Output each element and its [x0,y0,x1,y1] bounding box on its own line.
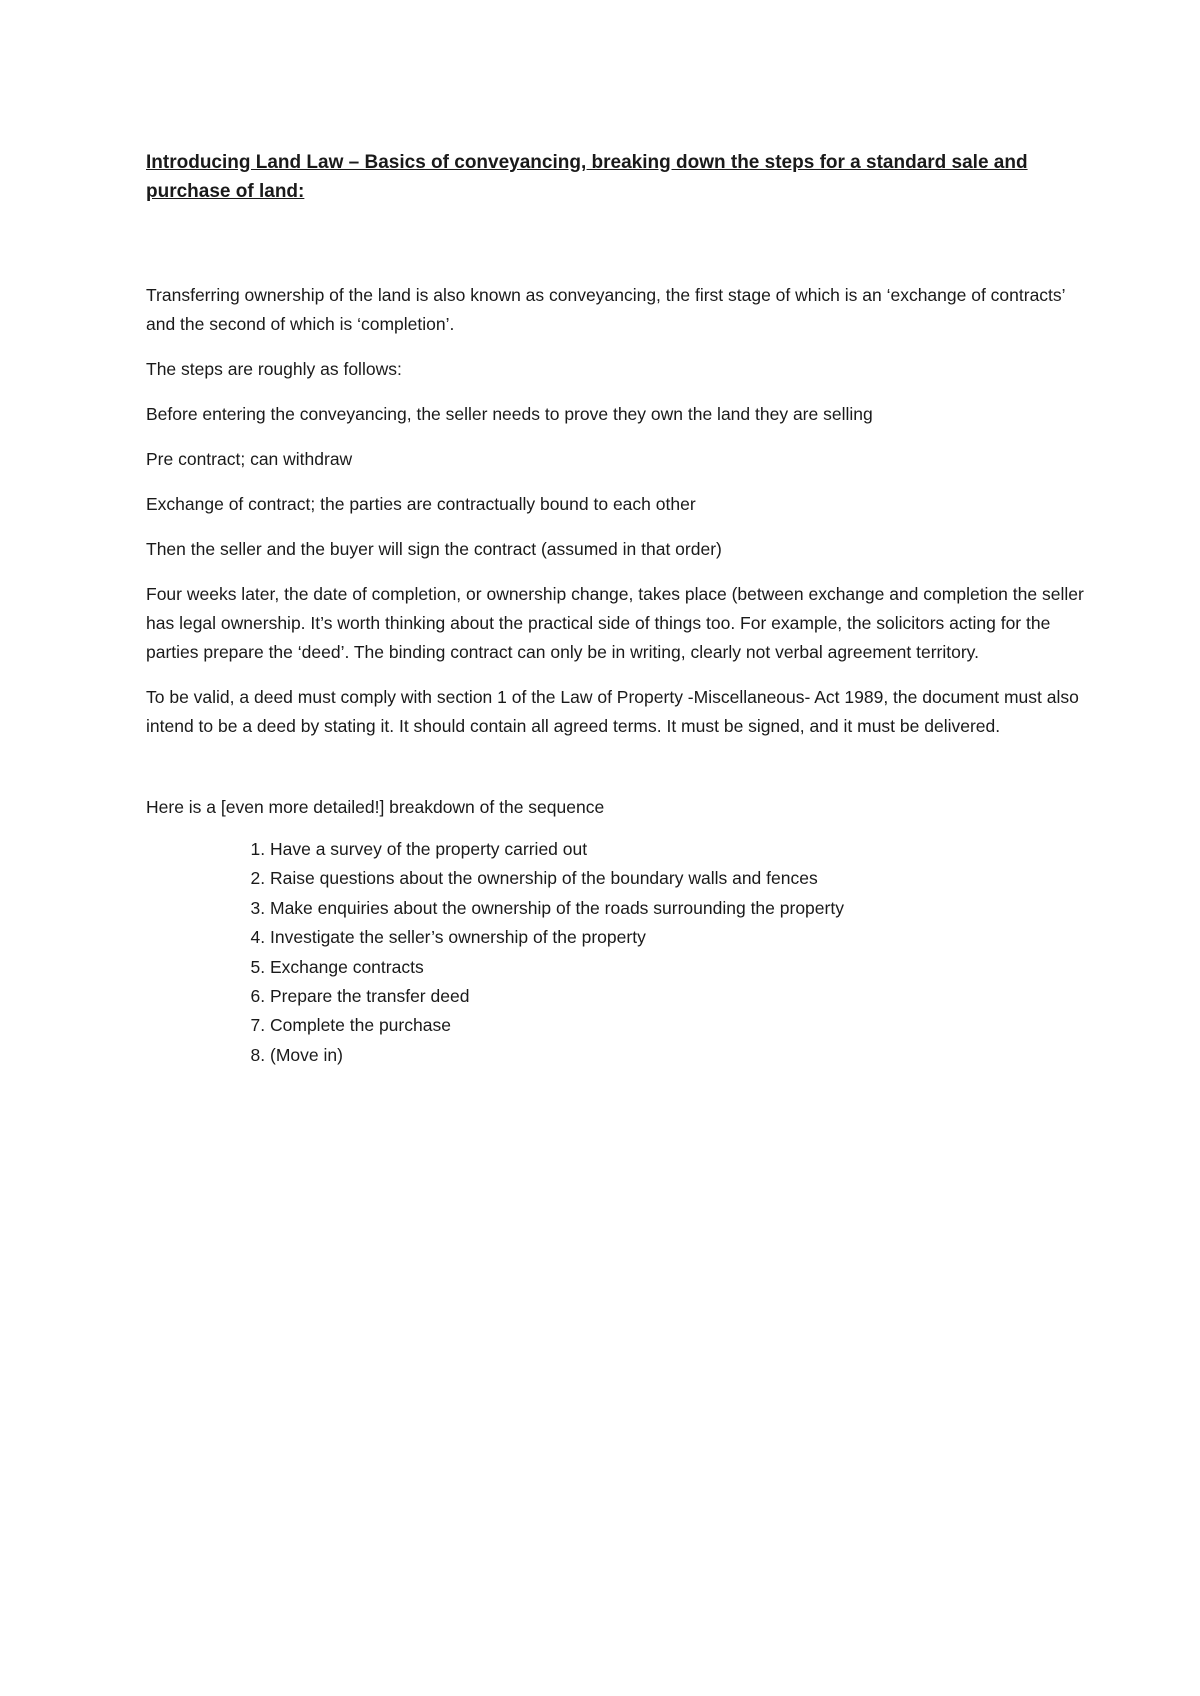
list-item: 1. Have a survey of the property carried out [270,835,1086,864]
list-item: 7. Complete the purchase [270,1011,1086,1040]
list-item: 2. Raise questions about the ownership of the boundary walls and fences [270,864,1086,893]
list-item: 6. Prepare the transfer deed [270,982,1086,1011]
paragraph-steps-heading: The steps are roughly as follows: [146,359,402,379]
list-item: 4. Investigate the seller’s ownership of the property [270,923,1086,952]
paragraph-exchange-of-contract: Exchange of contract; the parties are contractually bound to each other [146,494,696,514]
sequence-list [146,835,1086,1070]
paragraph-deed-validity: To be valid, a deed must comply with section 1 of the Law of Property -Miscellaneous- Act 1989, the document must also intend to be a deed by stating it. It should contain all agreed terms. It must be signed, and it must be delivered. [146,687,1079,736]
paragraph-signing: Then the seller and the buyer will sign the contract (assumed in that order) [146,539,722,559]
paragraph-pre-contract: Pre contract; can withdraw [146,449,353,469]
paragraph-before-conveyancing: Before entering the conveyancing, the seller needs to prove they own the land they are selling [146,404,873,424]
document-body [146,148,1086,1070]
list-item: 3. Make enquiries about the ownership of the roads surrounding the property [270,894,1086,923]
list-item: 5. Exchange contracts [270,953,1086,982]
paragraph-completion: Four weeks later, the date of completion, or ownership change, takes place (between exchange and completion the seller has legal ownership. It’s worth thinking about the practical side of things too. For example, the solicitors acting for the parties prepare the ‘deed’. The binding contract can only be in writing, clearly not verbal agreement territory. [146,584,1084,662]
sequence-intro: Here is a [even more detailed!] breakdown of the sequence [146,797,605,817]
list-item: 8. (Move in) [270,1041,1086,1070]
paragraph-conveyancing-definition: Transferring ownership of the land is also known as conveyancing, the first stage of which is an ‘exchange of contracts’ and the second of which is ‘completion’. [146,285,1065,334]
document-title: Introducing Land Law – Basics of conveyancing, breaking down the steps for a standard sale and purchase of land: [146,152,1028,202]
